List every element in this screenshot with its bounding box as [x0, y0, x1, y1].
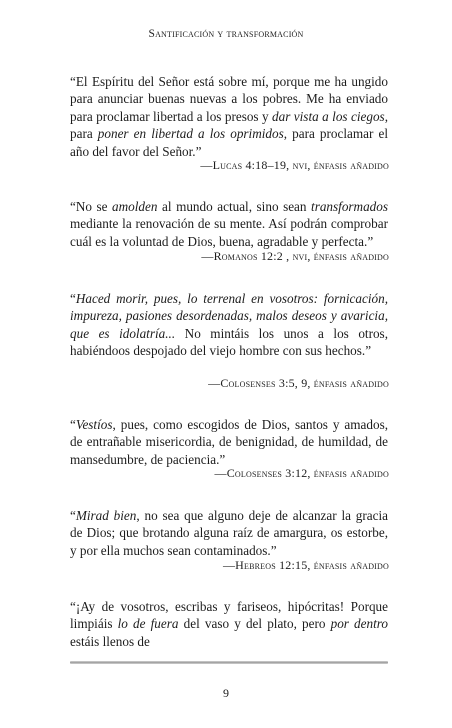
quote-text: “No se — [70, 199, 113, 214]
citation-1: —Lucas 4:18–19, nvi, énfasis añadido — [200, 158, 389, 172]
quote-text: , para — [70, 108, 388, 142]
emphasized-text: poner en libertad a los oprimidos — [97, 126, 284, 142]
quote-text: “ — [70, 291, 76, 306]
quote-text: “ — [70, 417, 76, 432]
emphasized-text: amolden — [112, 199, 158, 214]
running-head: Santificación y transformación — [148, 28, 304, 40]
quote-text: “ — [70, 508, 76, 523]
quote-text: “¡Ay de vosotros, escribas y fariseos, hipócritas! Porque limpiáis — [70, 599, 388, 632]
scan-shadow-line — [70, 661, 388, 664]
emphasized-text: dar vista a los ciegos — [272, 108, 385, 124]
emphasized-text: Haced morir, pues, lo terrenal en vosotros: fornicación, impureza, pasiones desordenadas, malos deseos y avaricia, que es idolatría... — [70, 291, 388, 341]
emphasized-text: por dentro — [330, 616, 388, 632]
scripture-quote-3 — [70, 290, 388, 360]
scripture-quote-1 — [70, 73, 388, 160]
citation-4: —Colosenses 3:12, énfasis añadido — [214, 466, 389, 480]
emphasized-text: transformados — [311, 199, 388, 214]
quote-text: mediante la renovación de su mente. Así podrán comprobar cuál es la voluntad de Dios, buena, agradable y perfecta.” — [70, 216, 388, 249]
scripture-quote-2 — [70, 198, 388, 250]
citation-5: —Hebreos 12:15, énfasis añadido — [222, 558, 389, 572]
scripture-quote-6 — [70, 598, 388, 650]
quote-text: , para proclamar el año del favor del Señor.” — [70, 126, 388, 159]
scripture-quote-4 — [70, 416, 388, 468]
quote-text: No mintáis los unos a los otros, habiéndoos despojado del viejo hombre con sus hechos.” — [70, 325, 388, 359]
emphasized-text: lo de fuera — [117, 616, 179, 632]
quote-text: “El Espíritu del Señor está sobre mí, porque me ha ungido para anunciar buenas nuevas a los pobres. Me ha enviado para proclamar libertad a los presos y — [70, 74, 388, 124]
quote-text: , no sea que alguno deje de alcanzar la gracia de Dios; que brotando alguna raíz de amargura, os estorbe, y por ella muchos sean contaminados.” — [70, 508, 388, 558]
quote-text: estáis llenos de — [70, 633, 150, 649]
emphasized-text: Vestíos — [75, 417, 113, 432]
emphasized-text: Mirad bien — [75, 508, 137, 523]
scripture-quote-5 — [70, 507, 388, 559]
citation-2: —Romanos 12:2 , nvi, énfasis añadido — [201, 249, 389, 263]
citation-3: —Colosenses 3:5, 9, énfasis añadido — [208, 376, 389, 390]
quote-text: del vaso y del plato, pero — [178, 616, 331, 632]
page-number: 9 — [223, 686, 229, 700]
quote-text: al mundo actual, sino sean — [157, 199, 312, 214]
quote-text: , pues, como escogidos de Dios, santos y amados, de entrañable misericordia, de benignidad, de humildad, de mansedumbre, de paciencia.” — [70, 417, 388, 467]
